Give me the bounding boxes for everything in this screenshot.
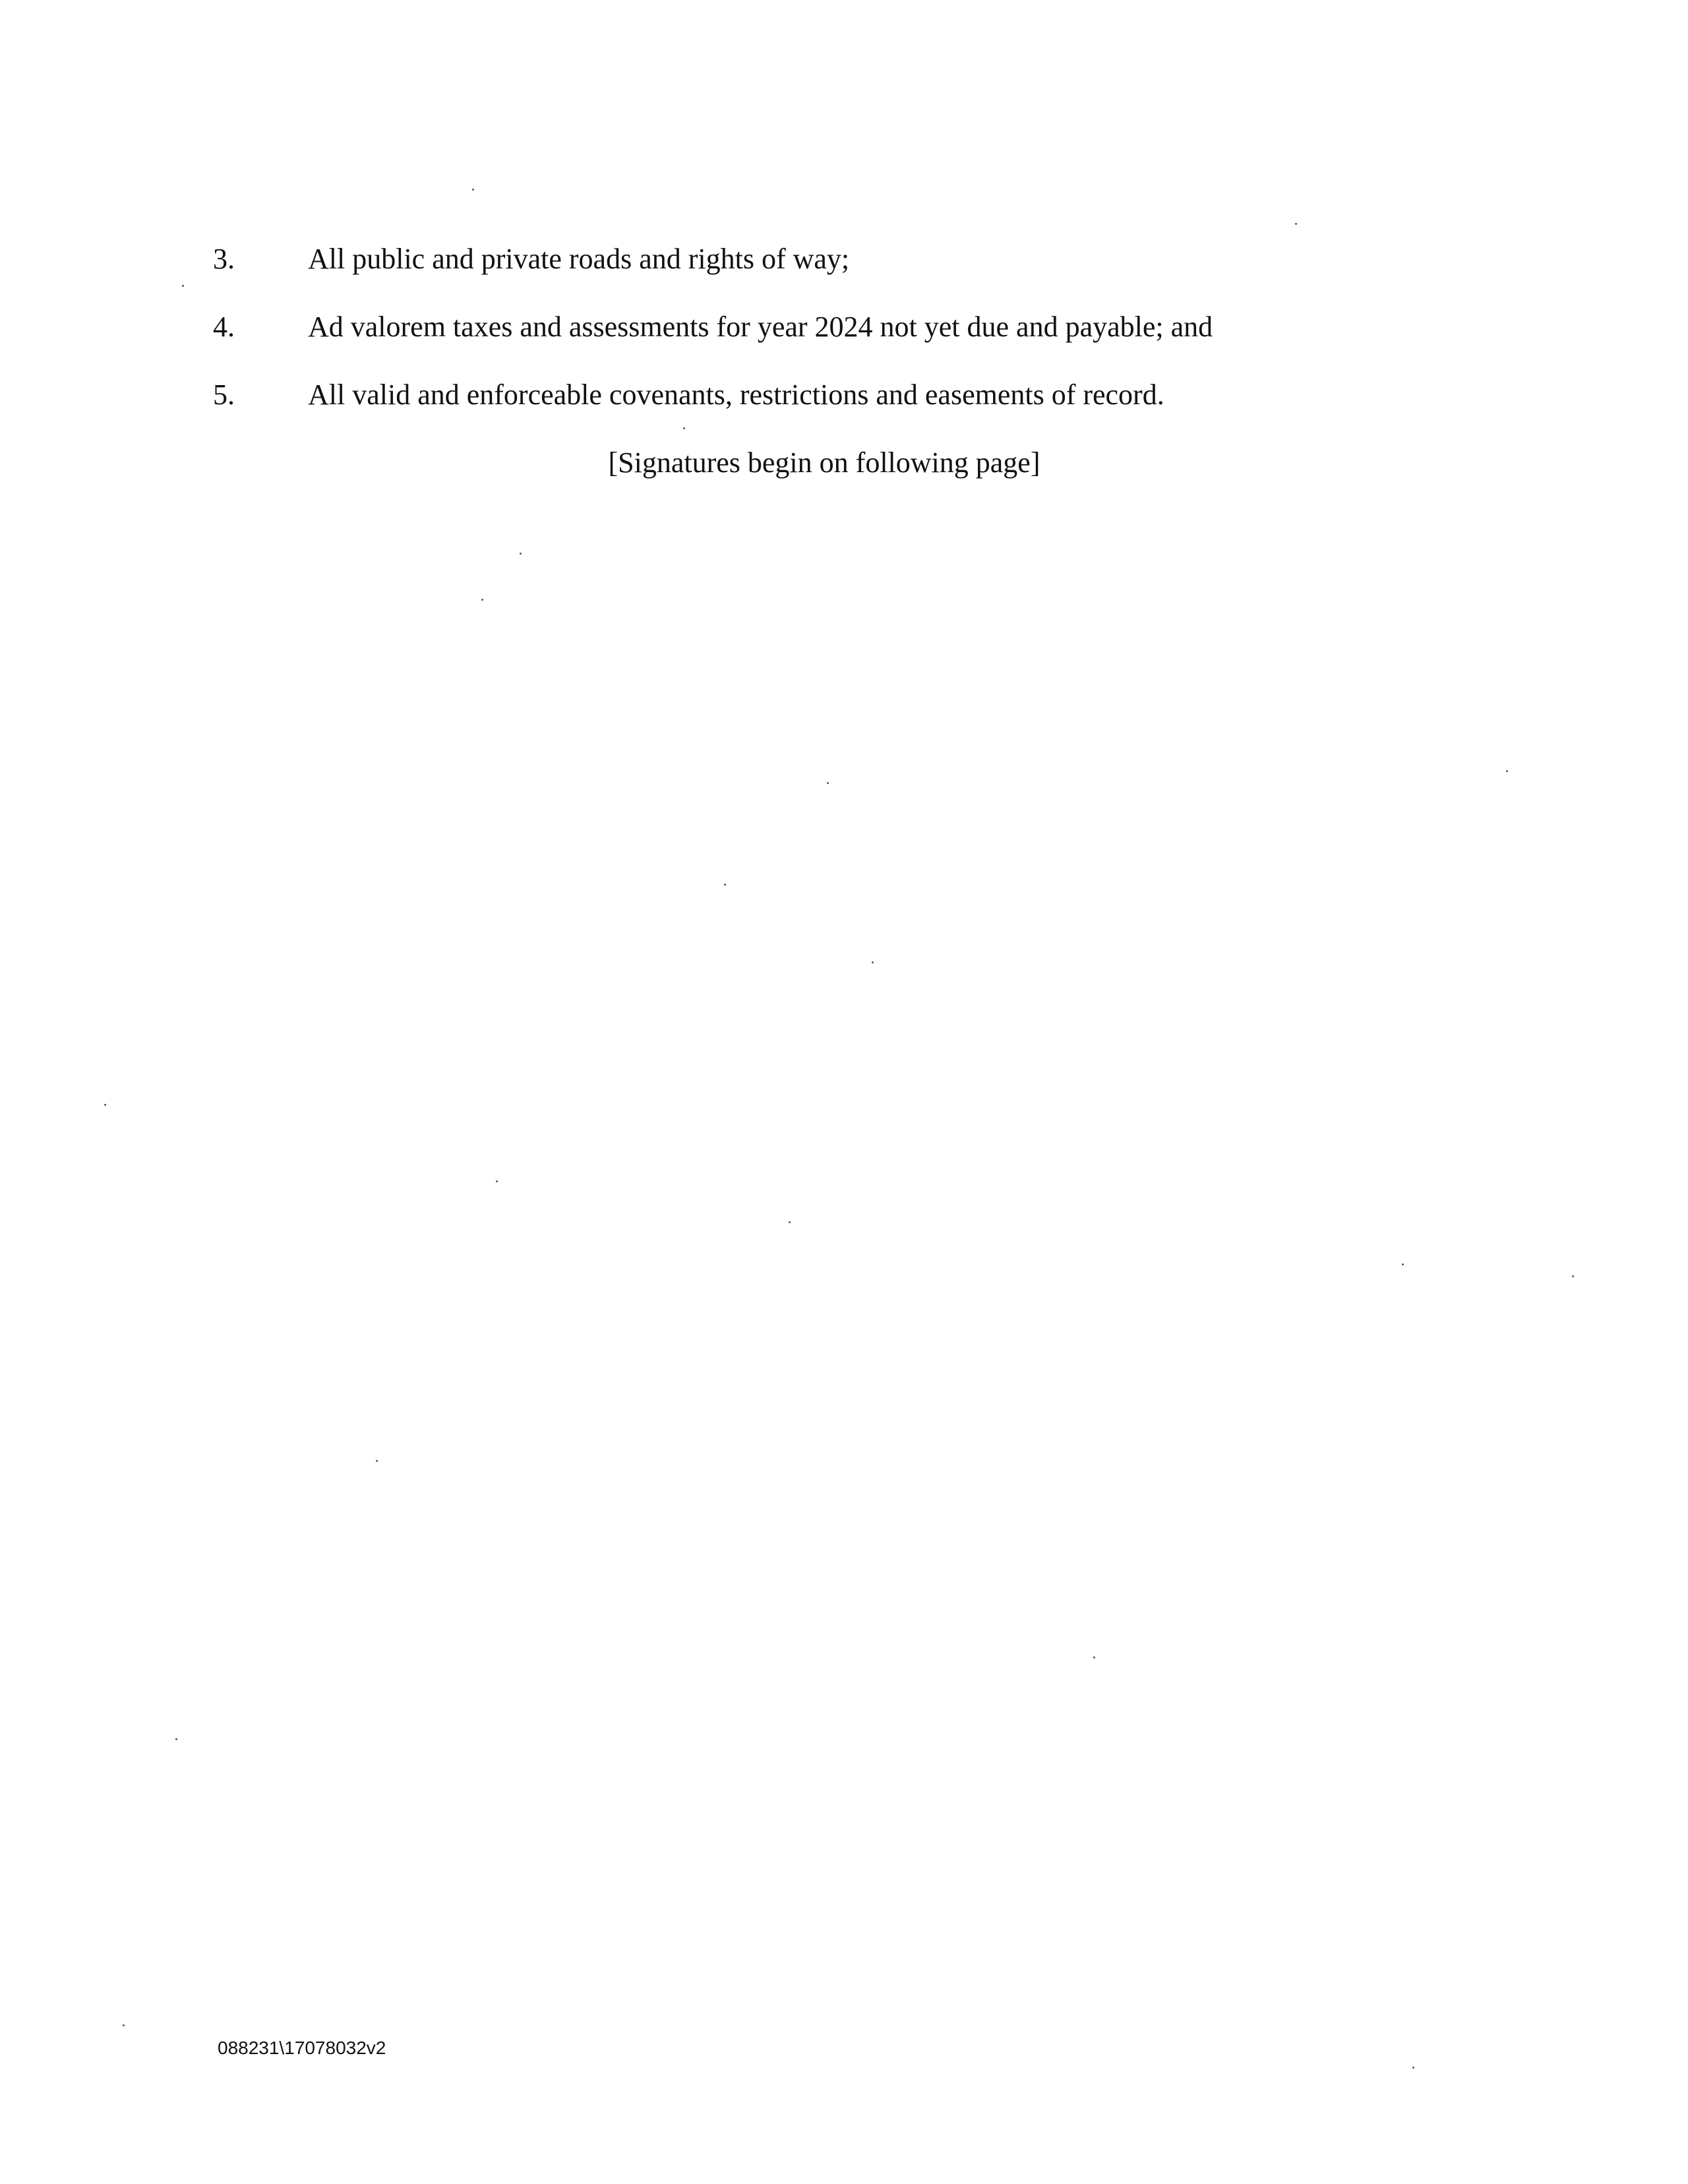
list-item-text: All valid and enforceable covenants, restrictions and easements of record. xyxy=(308,379,1164,411)
list-item-text: Ad valorem taxes and assessments for year 2024 not yet due and payable; and xyxy=(308,311,1213,343)
list-item xyxy=(0,239,1688,279)
scan-speck xyxy=(376,1460,378,1462)
scan-speck xyxy=(182,285,184,287)
scan-speck xyxy=(496,1180,498,1182)
scan-speck xyxy=(481,599,483,601)
scan-speck xyxy=(1572,1275,1574,1277)
scan-speck xyxy=(1402,1263,1404,1265)
scan-speck xyxy=(104,1104,106,1106)
scan-speck xyxy=(1093,1656,1095,1658)
scan-speck xyxy=(1412,2067,1414,2069)
document-id: 088231\17078032v2 xyxy=(218,2038,386,2058)
scan-speck xyxy=(789,1221,791,1223)
list-item xyxy=(0,307,1688,347)
scan-speck xyxy=(175,1738,177,1740)
list-item-text: All public and private roads and rights of way; xyxy=(308,243,850,275)
signature-note: [Signatures begin on following page] xyxy=(608,446,1040,479)
list-item xyxy=(0,375,1688,415)
list-item-number: 3. xyxy=(213,243,235,275)
scan-speck xyxy=(1295,223,1297,225)
scan-speck xyxy=(123,2024,125,2026)
list-item-number: 4. xyxy=(213,311,235,343)
scan-speck xyxy=(1506,770,1508,772)
scan-speck xyxy=(872,961,874,963)
scan-speck xyxy=(520,553,522,555)
list-item-number: 5. xyxy=(213,379,235,411)
scan-speck xyxy=(827,782,829,784)
scan-speck xyxy=(472,189,474,191)
scan-speck xyxy=(724,884,726,886)
scan-speck xyxy=(683,427,685,429)
